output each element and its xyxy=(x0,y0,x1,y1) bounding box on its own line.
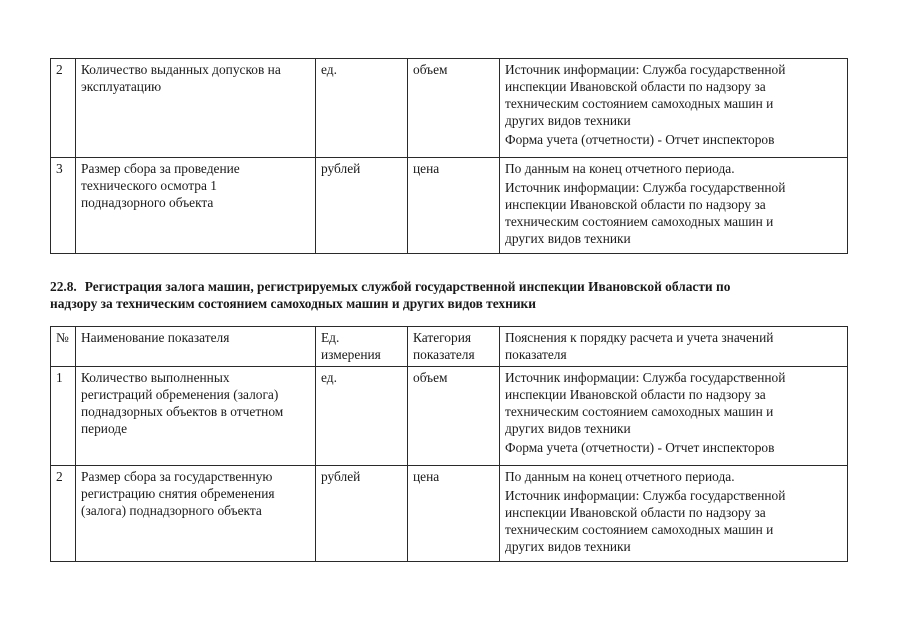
notes-paragraph xyxy=(505,160,843,177)
notes-line: По данным на конец отчетного периода. xyxy=(505,161,735,176)
header-unit-line: измерения xyxy=(321,347,381,362)
table-row xyxy=(51,466,848,562)
indicator-name-line: эксплуатацию xyxy=(81,79,162,94)
header-unit-line: Ед. xyxy=(321,330,340,345)
notes-cell xyxy=(500,59,848,158)
indicator-name-line: поднадзорных объектов в отчетном xyxy=(81,404,284,419)
header-name: Наименование показателя xyxy=(76,327,316,367)
table-row xyxy=(51,59,848,158)
section-heading xyxy=(50,278,850,312)
indicator-name-line: (залога) поднадзорного объекта xyxy=(81,503,262,518)
row-number: 1 xyxy=(51,367,76,466)
section-title-part: надзору за техническим состоянием самоходных машин и других видов техники xyxy=(50,296,536,311)
notes-line: инспекции Ивановской области по надзору за xyxy=(505,387,766,402)
notes-line: Форма учета (отчетности) - Отчет инспекторов xyxy=(505,132,775,147)
indicator-name-line: регистраций обременения (залога) xyxy=(81,387,279,402)
indicator-name-line: Количество выполненных xyxy=(81,370,230,385)
notes-line: других видов техники xyxy=(505,539,631,554)
notes-line: техническим состоянием самоходных машин и xyxy=(505,214,774,229)
notes-paragraph xyxy=(505,61,843,129)
indicator-name xyxy=(76,466,316,562)
unit-cell: ед. xyxy=(316,59,408,158)
table-row xyxy=(51,158,848,254)
indicator-name xyxy=(76,367,316,466)
indicator-name-line: периоде xyxy=(81,421,128,436)
header-category-line: показателя xyxy=(413,347,475,362)
notes-cell xyxy=(500,367,848,466)
notes-paragraph xyxy=(505,179,843,247)
category-cell: цена xyxy=(408,158,500,254)
notes-paragraph xyxy=(505,369,843,437)
indicators-table-22-8 xyxy=(50,326,848,562)
header-category-line: Категория xyxy=(413,330,472,345)
category-cell: цена xyxy=(408,466,500,562)
notes-paragraph xyxy=(505,487,843,555)
row-number: 2 xyxy=(51,59,76,158)
indicator-name-line: регистрацию снятия обременения xyxy=(81,486,275,501)
notes-cell xyxy=(500,158,848,254)
header-number: № xyxy=(51,327,76,367)
notes-paragraph xyxy=(505,439,843,456)
notes-line: Источник информации: Служба государственной xyxy=(505,488,786,503)
row-number: 2 xyxy=(51,466,76,562)
notes-line: инспекции Ивановской области по надзору за xyxy=(505,197,766,212)
indicator-name-line: технического осмотра 1 xyxy=(81,178,217,193)
category-cell: объем xyxy=(408,367,500,466)
indicator-name-line: Размер сбора за проведение xyxy=(81,161,240,176)
notes-cell xyxy=(500,466,848,562)
indicator-name-line: Количество выданных допусков на xyxy=(81,62,281,77)
header-unit xyxy=(316,327,408,367)
header-notes-line: Пояснения к порядку расчета и учета значений xyxy=(505,330,774,345)
unit-cell: ед. xyxy=(316,367,408,466)
notes-paragraph xyxy=(505,468,843,485)
table-row xyxy=(51,367,848,466)
notes-line: техническим состоянием самоходных машин и xyxy=(505,522,774,537)
notes-line: По данным на конец отчетного периода. xyxy=(505,469,735,484)
notes-line: других видов техники xyxy=(505,113,631,128)
unit-cell: рублей xyxy=(316,158,408,254)
indicator-name-line: поднадзорного объекта xyxy=(81,195,214,210)
table-header-row xyxy=(51,327,848,367)
notes-line: Форма учета (отчетности) - Отчет инспекторов xyxy=(505,440,775,455)
indicator-name xyxy=(76,158,316,254)
header-notes xyxy=(500,327,848,367)
header-notes-line: показателя xyxy=(505,347,567,362)
unit-cell: рублей xyxy=(316,466,408,562)
notes-line: других видов техники xyxy=(505,421,631,436)
notes-line: Источник информации: Служба государственной xyxy=(505,62,786,77)
indicator-name-line: Размер сбора за государственную xyxy=(81,469,273,484)
section-number: 22.8. xyxy=(50,279,77,294)
notes-line: инспекции Ивановской области по надзору за xyxy=(505,505,766,520)
section-heading-line xyxy=(50,278,850,295)
section-title-part: Регистрация залога машин, регистрируемых службой государственной инспекции Ивановской области по xyxy=(84,279,731,294)
notes-line: Источник информации: Служба государственной xyxy=(505,370,786,385)
indicators-table-continued xyxy=(50,58,848,254)
category-cell: объем xyxy=(408,59,500,158)
row-number: 3 xyxy=(51,158,76,254)
notes-line: техническим состоянием самоходных машин и xyxy=(505,404,774,419)
notes-line: Источник информации: Служба государственной xyxy=(505,180,786,195)
notes-line: других видов техники xyxy=(505,231,631,246)
notes-line: техническим состоянием самоходных машин и xyxy=(505,96,774,111)
indicator-name xyxy=(76,59,316,158)
notes-paragraph xyxy=(505,131,843,148)
notes-line: инспекции Ивановской области по надзору за xyxy=(505,79,766,94)
header-category xyxy=(408,327,500,367)
